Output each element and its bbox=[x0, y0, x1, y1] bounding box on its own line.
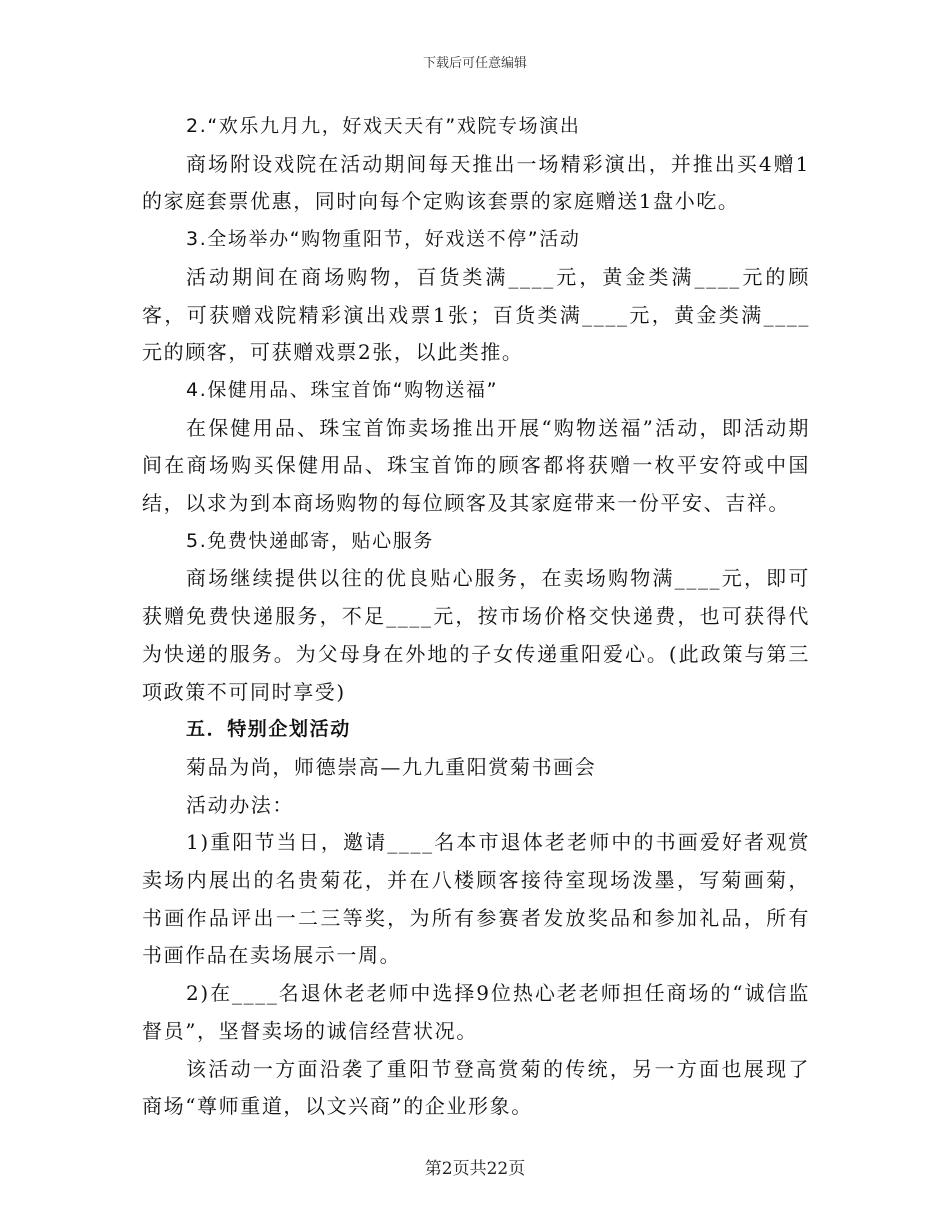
paragraph-event-step-1: 1)重阳节当日，邀请____名本市退体老老师中的书画爱好者观赏卖场内展出的名贵菊花，并在八楼顾客接待室现场泼墨，写菊画菊，书画作品评出一二三等奖，为所有参赛者发放奖品和参加礼品，所有书画作品在卖场展示一周。 bbox=[142, 830, 810, 968]
paragraph-shopping-tickets: 活动期间在商场购物，百货类满____元，黄金类满____元的顾客，可获赠戏院精彩演出戏票1张；百货类满____元，黄金类满____元的顾客，可获赠戏票2张，以此类推。 bbox=[142, 264, 810, 365]
paragraph-event-method-label: 活动办法： bbox=[186, 792, 294, 817]
page-header: 下载后可任意编辑 bbox=[422, 56, 527, 71]
sub-heading-free-delivery: 5.免费快递邮寄，贴心服务 bbox=[186, 529, 434, 552]
sub-heading-drama-show: 2.“欢乐九月九，好戏天天有”戏院专场演出 bbox=[186, 115, 581, 137]
paragraph-drama-show: 商场附设戏院在活动期间每天推出一场精彩演出，并推出买4赠1的家庭套票优惠，同时向每个定购该套票的家庭赠送1盘小吃。 bbox=[142, 151, 810, 214]
paragraph-free-delivery: 商场继续提供以往的优良贴心服务，在卖场购物满____元，即可获赠免费快递服务，不足____元，按市场价格交快递费，也可获得代为快递的服务。为父母身在外地的子女传递重阳爱心。(此政策与第三项政策不可同时享受) bbox=[142, 566, 810, 704]
paragraph-health-jewelry: 在保健用品、珠宝首饰卖场推出开展“购物送福”活动，即活动期间在商场购买保健用品、珠宝首饰的顾客都将获赠一枚平安符或中国结，以求为到本商场购物的每位顾客及其家庭带来一份平安、吉祥。 bbox=[142, 415, 810, 516]
document-body bbox=[142, 108, 810, 1126]
section-heading-special-event: 五．特别企划活动 bbox=[186, 718, 351, 741]
paragraph-event-title: 菊品为尚，师德崇高—九九重阳赏菊书画会 bbox=[186, 754, 597, 779]
sub-heading-health-jewelry: 4.保健用品、珠宝首饰“购物送福” bbox=[186, 378, 499, 401]
page-footer: 第2页共22页 bbox=[424, 1159, 526, 1179]
sub-heading-shopping-tickets: 3.全场举办“购物重阳节，好戏送不停”活动 bbox=[186, 228, 581, 251]
paragraph-event-summary: 该活动一方面沿袭了重阳节登高赏菊的传统，另一方面也展现了商场“尊师重道，以文兴商”的企业形象。 bbox=[142, 1056, 810, 1119]
paragraph-event-step-2: 2)在____名退休老老师中选择9位热心老老师担任商场的“诚信监督员”，坚督卖场的诚信经营状况。 bbox=[142, 981, 810, 1043]
